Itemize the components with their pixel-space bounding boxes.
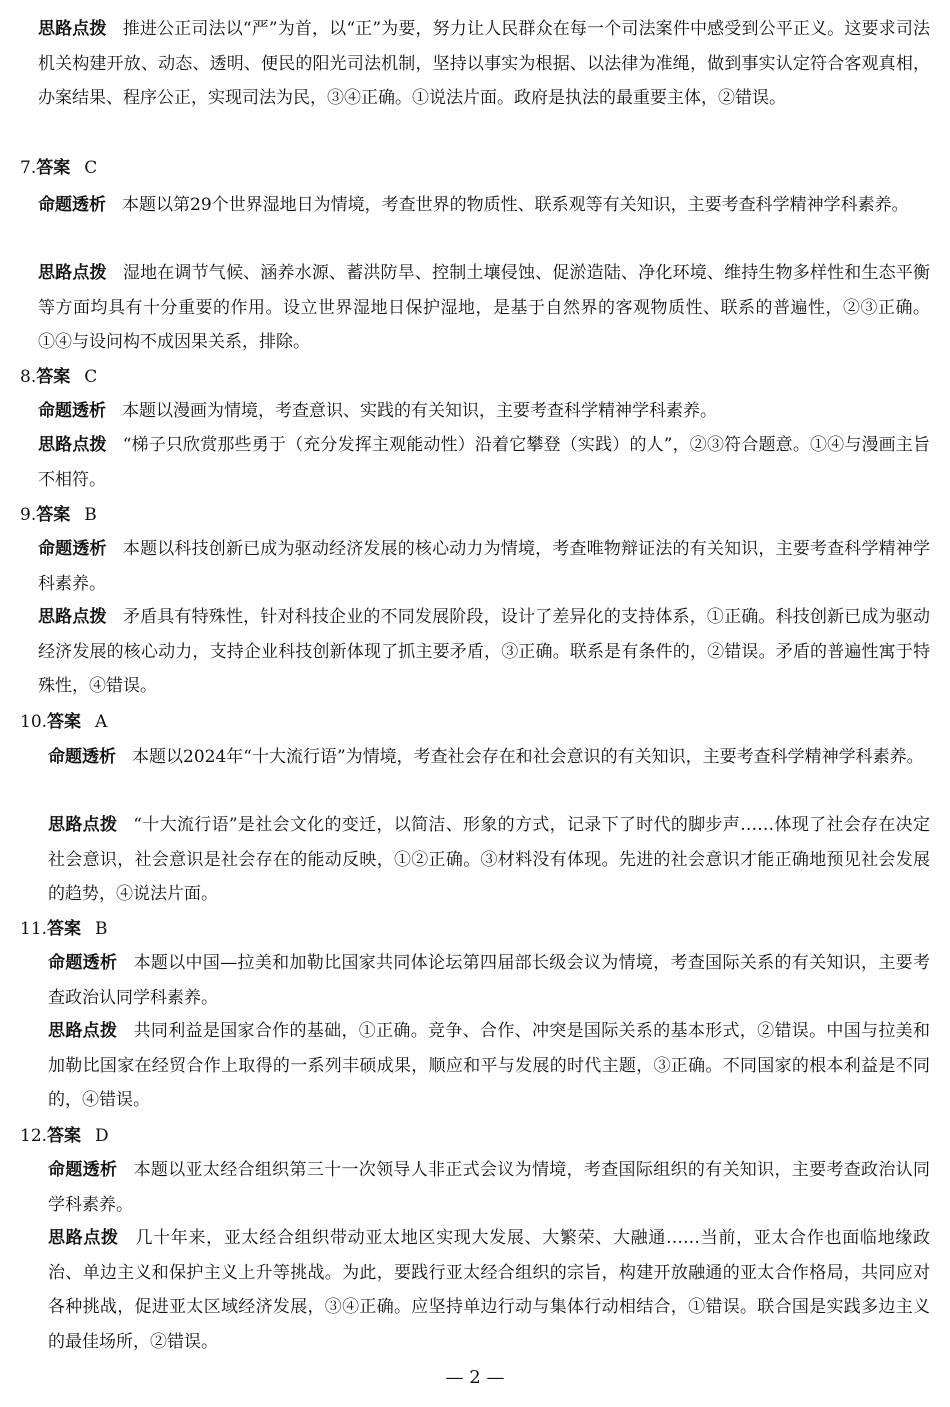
answer-label: 答案	[47, 712, 82, 732]
analysis-text: 湿地在调节气候、涵养水源、蓄洪防旱、控制土壤侵蚀、促淤造陆、净化环境、维持生物多样性和生态平衡等方面均具有十分重要的作用。设立世界湿地日保护湿地，是基于自然界的客观物质性、联系的普遍性，②③正确。①④与设问构不成因果关系，排除。	[38, 263, 931, 352]
intent-label: 命题透析	[38, 401, 106, 421]
question-9-analysis	[38, 600, 930, 704]
analysis-label: 思路点拨	[48, 1228, 119, 1248]
intro-analysis-text: 推进公正司法以“严”为首，以“正”为要，努力让人民群众在每一个司法案件中感受到公平正义。这要求司法机关构建开放、动态、透明、便民的阳光司法机制，坚持以事实为根据、以法律为准绳，做到事实认定符合客观真相，办案结果、程序公正，实现司法为民，③④正确。①说法片面。政府是执法的最重要主体，②错误。	[38, 19, 930, 108]
analysis-label: 思路点拨	[38, 435, 107, 455]
intent-label: 命题透析	[38, 195, 106, 215]
analysis-text: 几十年来，亚太经合组织带动亚太地区实现大发展、大繁荣、大融通……当前，亚太合作也面临地缘政治、单边主义和保护主义上升等挑战。为此，要践行亚太经合组织的宗旨，构建开放融通的亚太合作格局，共同应对各种挑战，促进亚太区域经济发展，③④正确。应坚持单边行动与集体行动相结合，①错误。联合国是实践多边主义的最佳场所，②错误。	[48, 1228, 930, 1352]
question-number: 12.	[20, 1126, 48, 1146]
question-number: 11.	[20, 919, 48, 939]
page-number: — 2 —	[445, 1367, 505, 1388]
question-10-analysis	[48, 808, 930, 912]
answer-value: A	[95, 712, 108, 732]
question-7-intent	[38, 188, 930, 223]
analysis-text: “十大流行语”是社会文化的变迁，以简洁、形象的方式，记录下了时代的脚步声……体现了社会存在决定社会意识，社会意识是社会存在的能动反映，①②正确。③材料没有体现。先进的社会意识才能正确地预见社会发展的趋势，④说法片面。	[48, 815, 930, 904]
question-number: 8.	[20, 367, 37, 387]
question-number: 7.	[20, 158, 37, 178]
answer-value: C	[84, 158, 98, 178]
question-number: 10.	[20, 712, 48, 732]
question-8-header	[20, 362, 97, 392]
intent-text: 本题以科技创新已成为驱动经济发展的核心动力为情境，考查唯物辩证法的有关知识，主要考查科学精神学科素养。	[38, 539, 931, 594]
intent-label: 命题透析	[48, 953, 118, 973]
intro-analysis	[38, 12, 930, 116]
analysis-label: 思路点拨	[48, 1021, 118, 1041]
analysis-label: 思路点拨	[38, 263, 107, 283]
intent-text: 本题以中国—拉美和加勒比国家共同体论坛第四届部长级会议为情境，考查国际关系的有关知识，主要考查政治认同学科素养。	[48, 953, 930, 1008]
answer-label: 答案	[36, 367, 71, 387]
answer-label: 答案	[36, 505, 71, 525]
question-11-intent	[48, 946, 930, 1015]
answer-value: C	[84, 367, 98, 387]
question-10-intent	[48, 740, 930, 775]
analysis-text: 矛盾具有特殊性，针对科技企业的不同发展阶段，设计了差异化的支持体系，①正确。科技创新已成为驱动经济发展的核心动力，支持企业科技创新体现了抓主要矛盾，③正确。联系是有条件的，②错误。矛盾的普遍性寓于特殊性，④错误。	[38, 607, 931, 696]
analysis-label: 思路点拨	[38, 19, 107, 39]
analysis-text: “梯子只欣赏那些勇于（充分发挥主观能动性）沿着它攀登（实践）的人”，②③符合题意。①④与漫画主旨不相符。	[38, 435, 931, 490]
question-7-header	[20, 153, 97, 183]
intent-text: 本题以亚太经合组织第三十一次领导人非正式会议为情境，考查国际组织的有关知识，主要考查政治认同学科素养。	[48, 1160, 930, 1215]
intent-text: 本题以2024年“十大流行语”为情境，考查社会存在和社会意识的有关知识，主要考查科学精神学科素养。	[132, 747, 924, 767]
answer-value: B	[84, 505, 97, 525]
question-number: 9.	[20, 505, 37, 525]
question-8-intent	[38, 394, 930, 429]
question-11-analysis	[48, 1014, 930, 1118]
intent-label: 命题透析	[48, 1160, 118, 1180]
intent-text: 本题以第29个世界湿地日为情境，考查世界的物质性、联系观等有关知识，主要考查科学精神学科素养。	[122, 195, 909, 215]
answer-value: D	[95, 1126, 109, 1146]
answer-label: 答案	[47, 1126, 82, 1146]
question-12-intent	[48, 1153, 930, 1222]
analysis-text: 共同利益是国家合作的基础，①正确。竞争、合作、冲突是国际关系的基本形式，②错误。中国与拉美和加勒比国家在经贸合作上取得的一系列丰硕成果，顺应和平与发展的时代主题，③正确。不同国家的根本利益是不同的，④错误。	[48, 1021, 930, 1110]
question-7-analysis	[38, 256, 930, 360]
analysis-label: 思路点拨	[38, 607, 107, 627]
question-9-header	[20, 500, 97, 530]
intent-label: 命题透析	[48, 747, 116, 767]
answer-label: 答案	[47, 919, 82, 939]
intent-text: 本题以漫画为情境，考查意识、实践的有关知识，主要考查科学精神学科素养。	[122, 401, 717, 421]
analysis-label: 思路点拨	[48, 815, 118, 835]
question-9-intent	[38, 532, 930, 601]
question-11-header	[20, 914, 108, 944]
question-8-analysis	[38, 428, 930, 497]
question-12-header	[20, 1121, 109, 1151]
intent-label: 命题透析	[38, 539, 107, 559]
answer-label: 答案	[36, 158, 71, 178]
answer-value: B	[95, 919, 108, 939]
question-10-header	[20, 707, 107, 737]
question-12-analysis	[48, 1221, 930, 1359]
